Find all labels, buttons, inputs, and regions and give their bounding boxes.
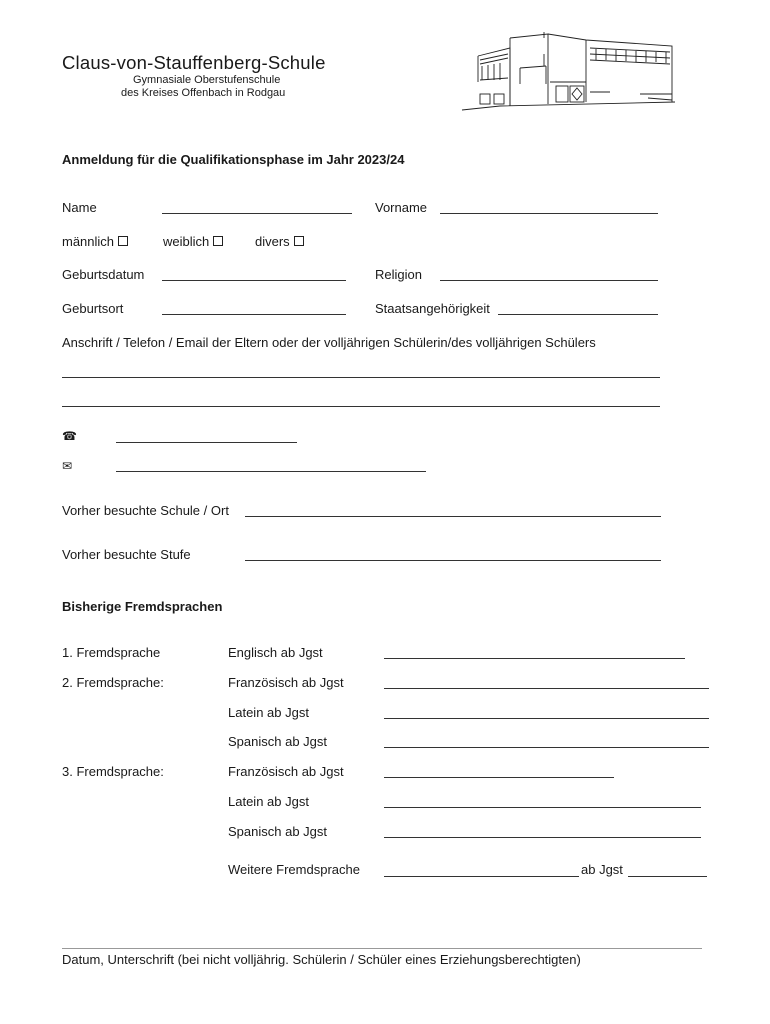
- school-name: Claus-von-Stauffenberg-Schule: [62, 52, 326, 73]
- name-label: Name: [62, 200, 97, 215]
- third-spanish-field[interactable]: [384, 837, 701, 838]
- third-spanish-label: Spanisch ab Jgst: [228, 824, 328, 839]
- birthplace-label: Geburtsort: [62, 301, 124, 316]
- second-spanish-label: Spanisch ab Jgst: [228, 734, 328, 749]
- third-language-label: 3. Fremdsprache:: [62, 764, 164, 779]
- email-icon: ✉: [62, 459, 73, 473]
- school-subtitle-type: Gymnasiale Oberstufenschule: [133, 74, 281, 86]
- gender-diverse-checkbox[interactable]: [294, 236, 304, 246]
- form-title: Anmeldung für die Qualifikationsphase im Jahr 2023/24: [62, 152, 405, 167]
- second-latin-field[interactable]: [384, 718, 709, 719]
- gender-female-label: weiblich: [163, 234, 210, 249]
- gender-diverse-label: divers: [255, 234, 290, 249]
- vorname-field[interactable]: [440, 213, 658, 214]
- gender-diverse-option[interactable]: [255, 234, 304, 249]
- prev-school-field[interactable]: [245, 516, 661, 517]
- signature-label: Datum, Unterschrift (bei nicht volljährig. Schülerin / Schüler eines Erziehungsberechtigten): [62, 952, 581, 967]
- english-field[interactable]: [384, 658, 685, 659]
- gender-male-checkbox[interactable]: [118, 236, 128, 246]
- phone-field[interactable]: [116, 442, 297, 443]
- prev-level-field[interactable]: [245, 560, 661, 561]
- citizenship-field[interactable]: [498, 314, 658, 315]
- further-language-label: Weitere Fremdsprache: [228, 862, 360, 877]
- further-ab-jgst-label: ab Jgst: [581, 862, 623, 877]
- third-latin-field[interactable]: [384, 807, 701, 808]
- signature-field[interactable]: [62, 948, 702, 949]
- first-language-label: 1. Fremdsprache: [62, 645, 161, 660]
- email-field[interactable]: [116, 471, 426, 472]
- second-latin-label: Latein ab Jgst: [228, 705, 309, 720]
- further-language-field[interactable]: [384, 876, 579, 877]
- prev-school-label: Vorher besuchte Schule / Ort: [62, 503, 229, 518]
- second-language-label: 2. Fremdsprache:: [62, 675, 164, 690]
- phone-icon: ☎: [62, 429, 77, 443]
- birthdate-label: Geburtsdatum: [62, 267, 145, 282]
- third-french-field[interactable]: [384, 777, 614, 778]
- gender-female-checkbox[interactable]: [213, 236, 223, 246]
- citizenship-label: Staatsangehörigkeit: [375, 301, 490, 316]
- further-ab-jgst-field[interactable]: [628, 876, 707, 877]
- third-latin-label: Latein ab Jgst: [228, 794, 309, 809]
- prev-level-label: Vorher besuchte Stufe: [62, 547, 191, 562]
- school-building-logo: [460, 30, 680, 115]
- gender-male-label: männlich: [62, 234, 115, 249]
- third-french-label: Französisch ab Jgst: [228, 764, 344, 779]
- address-line-1[interactable]: [62, 377, 660, 378]
- name-field[interactable]: [162, 213, 352, 214]
- address-label: Anschrift / Telefon / Email der Eltern oder der volljährigen Schülerin/des volljährigen Schülers: [62, 335, 596, 350]
- address-line-2[interactable]: [62, 406, 660, 407]
- religion-label: Religion: [375, 267, 422, 282]
- second-french-label: Französisch ab Jgst: [228, 675, 344, 690]
- gender-male-option[interactable]: [62, 234, 128, 249]
- languages-heading: Bisherige Fremdsprachen: [62, 599, 223, 614]
- gender-female-option[interactable]: [163, 234, 223, 249]
- second-spanish-field[interactable]: [384, 747, 709, 748]
- second-french-field[interactable]: [384, 688, 709, 689]
- vorname-label: Vorname: [375, 200, 428, 215]
- english-label: Englisch ab Jgst: [228, 645, 323, 660]
- school-subtitle-location: des Kreises Offenbach in Rodgau: [121, 87, 286, 99]
- religion-field[interactable]: [440, 280, 658, 281]
- birthplace-field[interactable]: [162, 314, 346, 315]
- birthdate-field[interactable]: [162, 280, 346, 281]
